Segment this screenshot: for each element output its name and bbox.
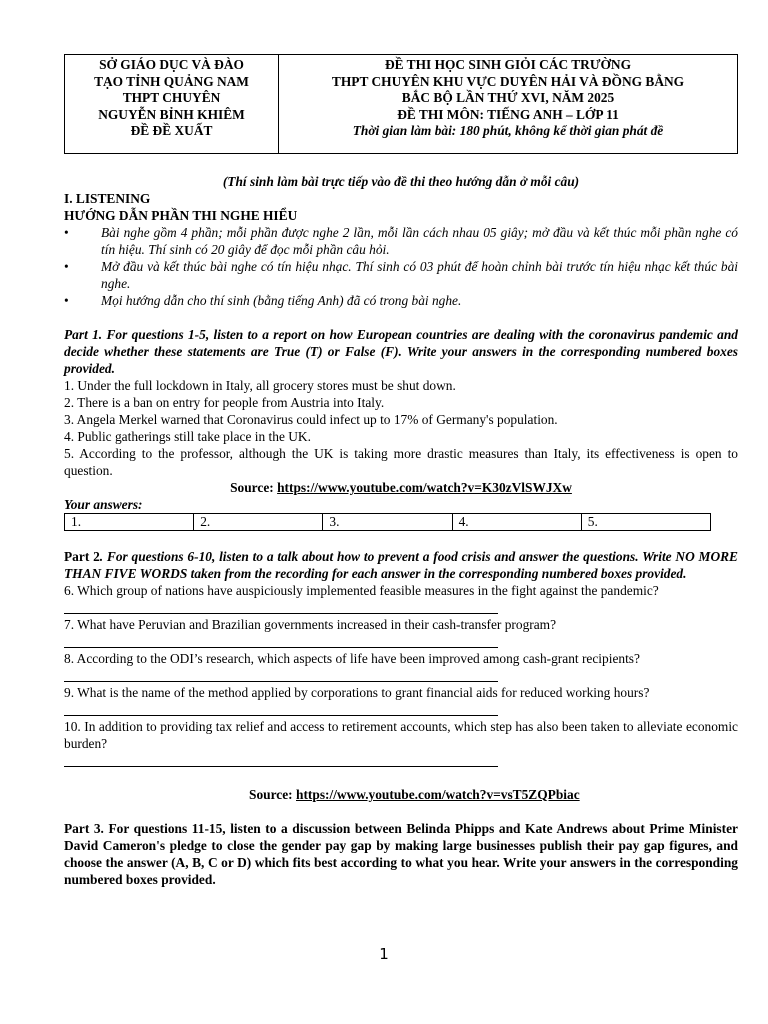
part1-statement: 1. Under the full lockdown in Italy, all grocery stores must be shut down. [64,378,456,393]
part1-statement: 5. According to the professor, although the UK is taking more drastic measures than Italy, its effectiveness is open to question. [64,446,738,478]
part2-source-link[interactable]: https://www.youtube.com/watch?v=vsT5ZQPbiac [296,787,580,802]
school-info-cell [65,55,279,154]
answer-line[interactable] [64,599,738,616]
school-line: TẠO TỈNH QUẢNG NAM [94,73,249,89]
school-line: NGUYỄN BỈNH KHIÊM [98,106,245,122]
part2-question: 9. What is the name of the method applied by corporations to grant financial aids for reduced working hours? [64,685,650,700]
part2-question: 7. What have Peruvian and Brazilian governments increased in their cash-transfer program? [64,617,557,632]
answer-line[interactable] [64,701,738,718]
part1-source: Source: https://www.youtube.com/watch?v=K30zVlSWJXw [230,480,572,495]
guide-title: HƯỚNG DẪN PHẦN THI NGHE HIỂU [64,208,298,223]
exam-info-cell [279,55,738,154]
exam-title-line: THPT CHUYÊN KHU VỰC DUYÊN HẢI VÀ ĐỒNG BẰNG [331,73,685,89]
guide-bullet: • Bài nghe gồm 4 phần; mỗi phần được nghe 2 lần, mỗi lần cách nhau 05 giây; mở đầu và kết thúc mỗi phần nghe có tín hiệu. Thí sinh có 20 giây để đọc mỗi phần câu hỏi. [64,225,738,257]
bullet-icon: • [64,225,69,240]
answer-line[interactable] [64,752,738,769]
part2-instruction: Part 2. For questions 6-10, listen to a talk about how to prevent a food crisis and answer the questions. Write NO MORE THAN FIVE WORDS taken from the recording for each answer in the corresponding numbered boxes provided. [64,549,738,581]
school-line: ĐỀ ĐỀ XUẤT [130,123,213,138]
part2-question: 6. Which group of nations have auspiciously implemented feasible measures in the fight against the pandemic? [64,583,659,598]
part1-instruction: Part 1. For questions 1-5, listen to a report on how European countries are dealing with the coronavirus pandemic and decide whether these statements are True (T) or False (F). Write your answers in the corresponding numbered boxes provided. [64,327,738,376]
part3-instruction: Part 3. For questions 11-15, listen to a discussion between Belinda Phipps and Kate Andrews about Prime Minister David Cameron's pledge to close the gender pay gap by making large businesses publish their pay gap figures, and choose the answer (A, B, C or D) which fits best according to what you hear. Write your answers in the corresponding numbered boxes provided. [64,821,738,887]
intro-note: (Thí sinh làm bài trực tiếp vào đề thi theo hướng dẫn ở mỗi câu) [222,174,580,189]
bullet-icon: • [64,293,69,308]
school-line: SỞ GIÁO DỤC VÀ ĐÀO [99,57,244,72]
guide-bullet: • Mọi hướng dẫn cho thí sinh (bằng tiếng Anh) đã có trong bài nghe. [64,293,462,308]
answers-label: Your answers: [64,497,143,512]
answer-box[interactable]: 1. [65,514,194,531]
answer-box[interactable]: 4. [452,514,581,531]
part2-source: Source: https://www.youtube.com/watch?v=vsT5ZQPbiac [249,787,580,802]
exam-time: Thời gian làm bài: 180 phút, không kể thời gian phát đề [352,123,664,138]
header-table [64,54,738,154]
exam-title-line: BẮC BỘ LẦN THỨ XVI, NĂM 2025 [401,90,615,105]
page-number: 1 [379,945,389,963]
document-page [64,54,738,888]
answer-box[interactable]: 2. [194,514,323,531]
answer-line[interactable] [64,667,738,684]
school-line: THPT CHUYÊN [122,90,221,105]
guide-bullet: • Mở đầu và kết thúc bài nghe có tín hiệu nhạc. Thí sinh có 03 phút để hoàn chỉnh bài trước tín hiệu nhạc kết thúc bài nghe. [64,259,738,291]
answer-box[interactable]: 3. [323,514,452,531]
bullet-icon: • [64,259,69,274]
section-title: I. LISTENING [64,191,151,206]
part1-statement: 4. Public gatherings still take place in the UK. [64,429,311,444]
part1-source-link[interactable]: https://www.youtube.com/watch?v=K30zVlSWJXw [277,480,572,495]
exam-title-line: ĐỀ THI HỌC SINH GIỎI CÁC TRƯỜNG [384,57,632,72]
answer-boxes [64,513,711,531]
part1-statement: 3. Angela Merkel warned that Coronavirus could infect up to 17% of Germany's population. [64,412,558,427]
part2-question: 10. In addition to providing tax relief and access to retirement accounts, which step has also been taken to alleviate economic burden? [64,719,738,751]
answer-line[interactable] [64,633,738,650]
answer-box[interactable]: 5. [581,514,710,531]
part1-statement: 2. There is a ban on entry for people from Austria into Italy. [64,395,385,410]
exam-title-line: ĐỀ THI MÔN: TIẾNG ANH – LỚP 11 [397,106,619,122]
part2-question: 8. According to the ODI’s research, which aspects of life have been improved among cash-grant recipients? [64,651,640,666]
